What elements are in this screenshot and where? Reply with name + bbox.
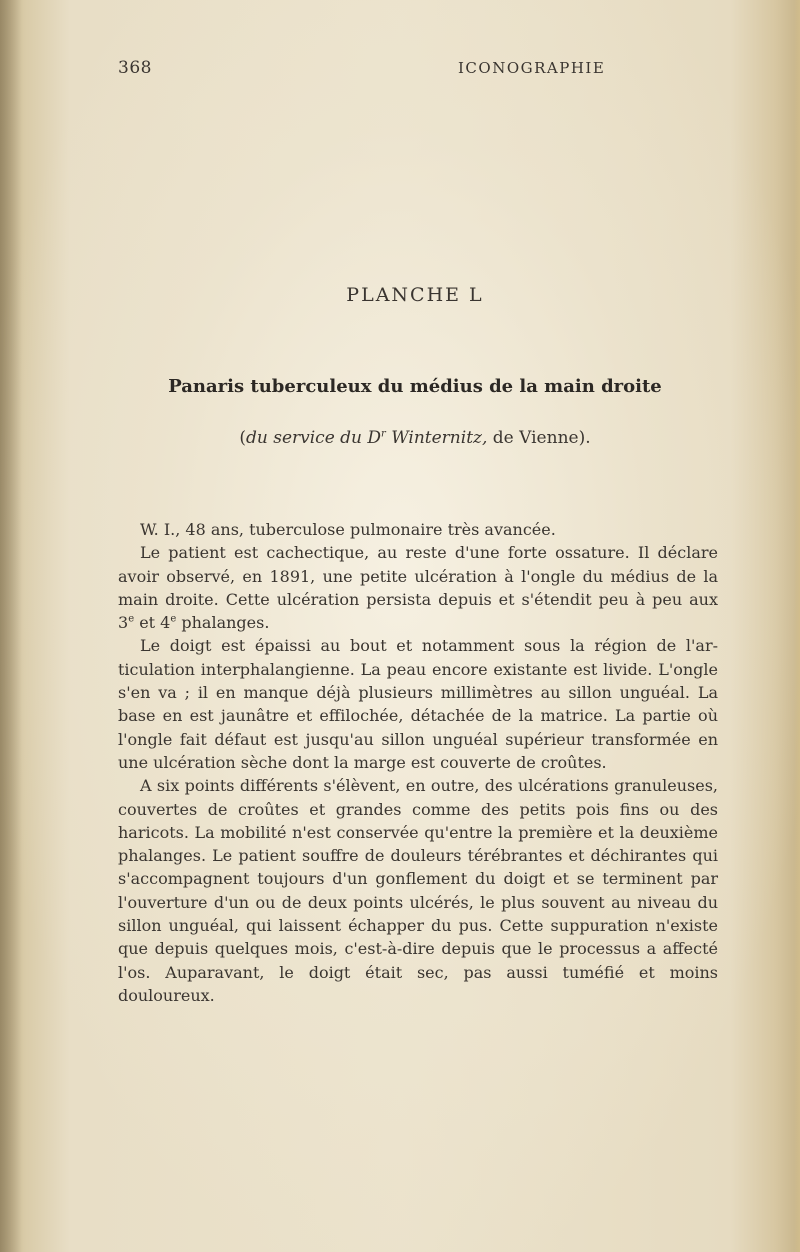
attribution-open-paren: ( — [239, 428, 246, 448]
plate-title: PLANCHE L — [346, 284, 484, 306]
paragraph-1: W. I., 48 ans, tuberculose pulmonaire très avancée. — [140, 520, 556, 539]
paragraph-2-text-b: et 4 — [134, 613, 171, 633]
running-head — [118, 58, 710, 82]
attribution — [0, 428, 800, 448]
paragraph-2 — [118, 541, 718, 634]
page-number: 368 — [118, 58, 152, 78]
page-edge — [794, 0, 800, 1252]
paragraph-2-sup-1: e — [128, 613, 135, 625]
body-text — [118, 518, 718, 1007]
attribution-city: de Vienne). — [487, 428, 591, 448]
paragraph-3: Le doigt est épaissi au bout et notamment sous la région de l'articulation interphalangienne. La peau encore existante est livide. L'ongle s'en va ; il en manque déjà plusieurs millimètres au sillon unguéal. La base en est jaunâtre et effilochée, détachée de la matrice. La partie où l'ongle fait défaut est jusqu'au sillon unguéal supérieur transformée en une ulcération sèche dont la marge est couverte de croûtes. — [118, 636, 718, 772]
attribution-service: du service du D — [246, 428, 382, 448]
binding-shadow — [0, 0, 22, 1252]
paragraph-2-text-c: phalanges. — [176, 613, 270, 633]
paragraph-4: A six points différents s'élèvent, en outre, des ulcérations granuleuses, couvertes de croûtes et grandes comme des petits pois fins ou des haricots. La mobilité n'est conservée qu'entre la première et la deuxième phalanges. Le patient souffre de douleurs térébrantes et déchirantes qui s'accompagnent toujours d'un gonflement du doigt et se terminent par l'ouverture d'un ou de deux points ulcérés, le plus souvent au niveau du sillon unguéal, qui laissent échapper du pus. Cette suppuration n'existe que depuis quelques mois, c'est-à-dire depuis que le processus a affecté l'os. Auparavant, le doigt était sec, pas aussi tuméfié et moins douloureux. — [118, 776, 718, 1005]
paragraph-2-sup-2: e — [170, 613, 177, 625]
attribution-name: Winternitz, — [385, 428, 488, 448]
paragraph-2-text-a: Le patient est cachectique, au reste d'une forte ossature. Il déclare avoir observé, en 1891, une petite ulcération à l'ongle du médius de la main droite. Cette ulcération persista depuis et s'étendit peu à peu aux 3 — [118, 543, 718, 633]
attribution-dr-sup: r — [381, 428, 386, 440]
article-title: Panaris tuberculeux du médius de la main droite — [168, 376, 662, 397]
running-title: ICONOGRAPHIE — [458, 59, 606, 77]
